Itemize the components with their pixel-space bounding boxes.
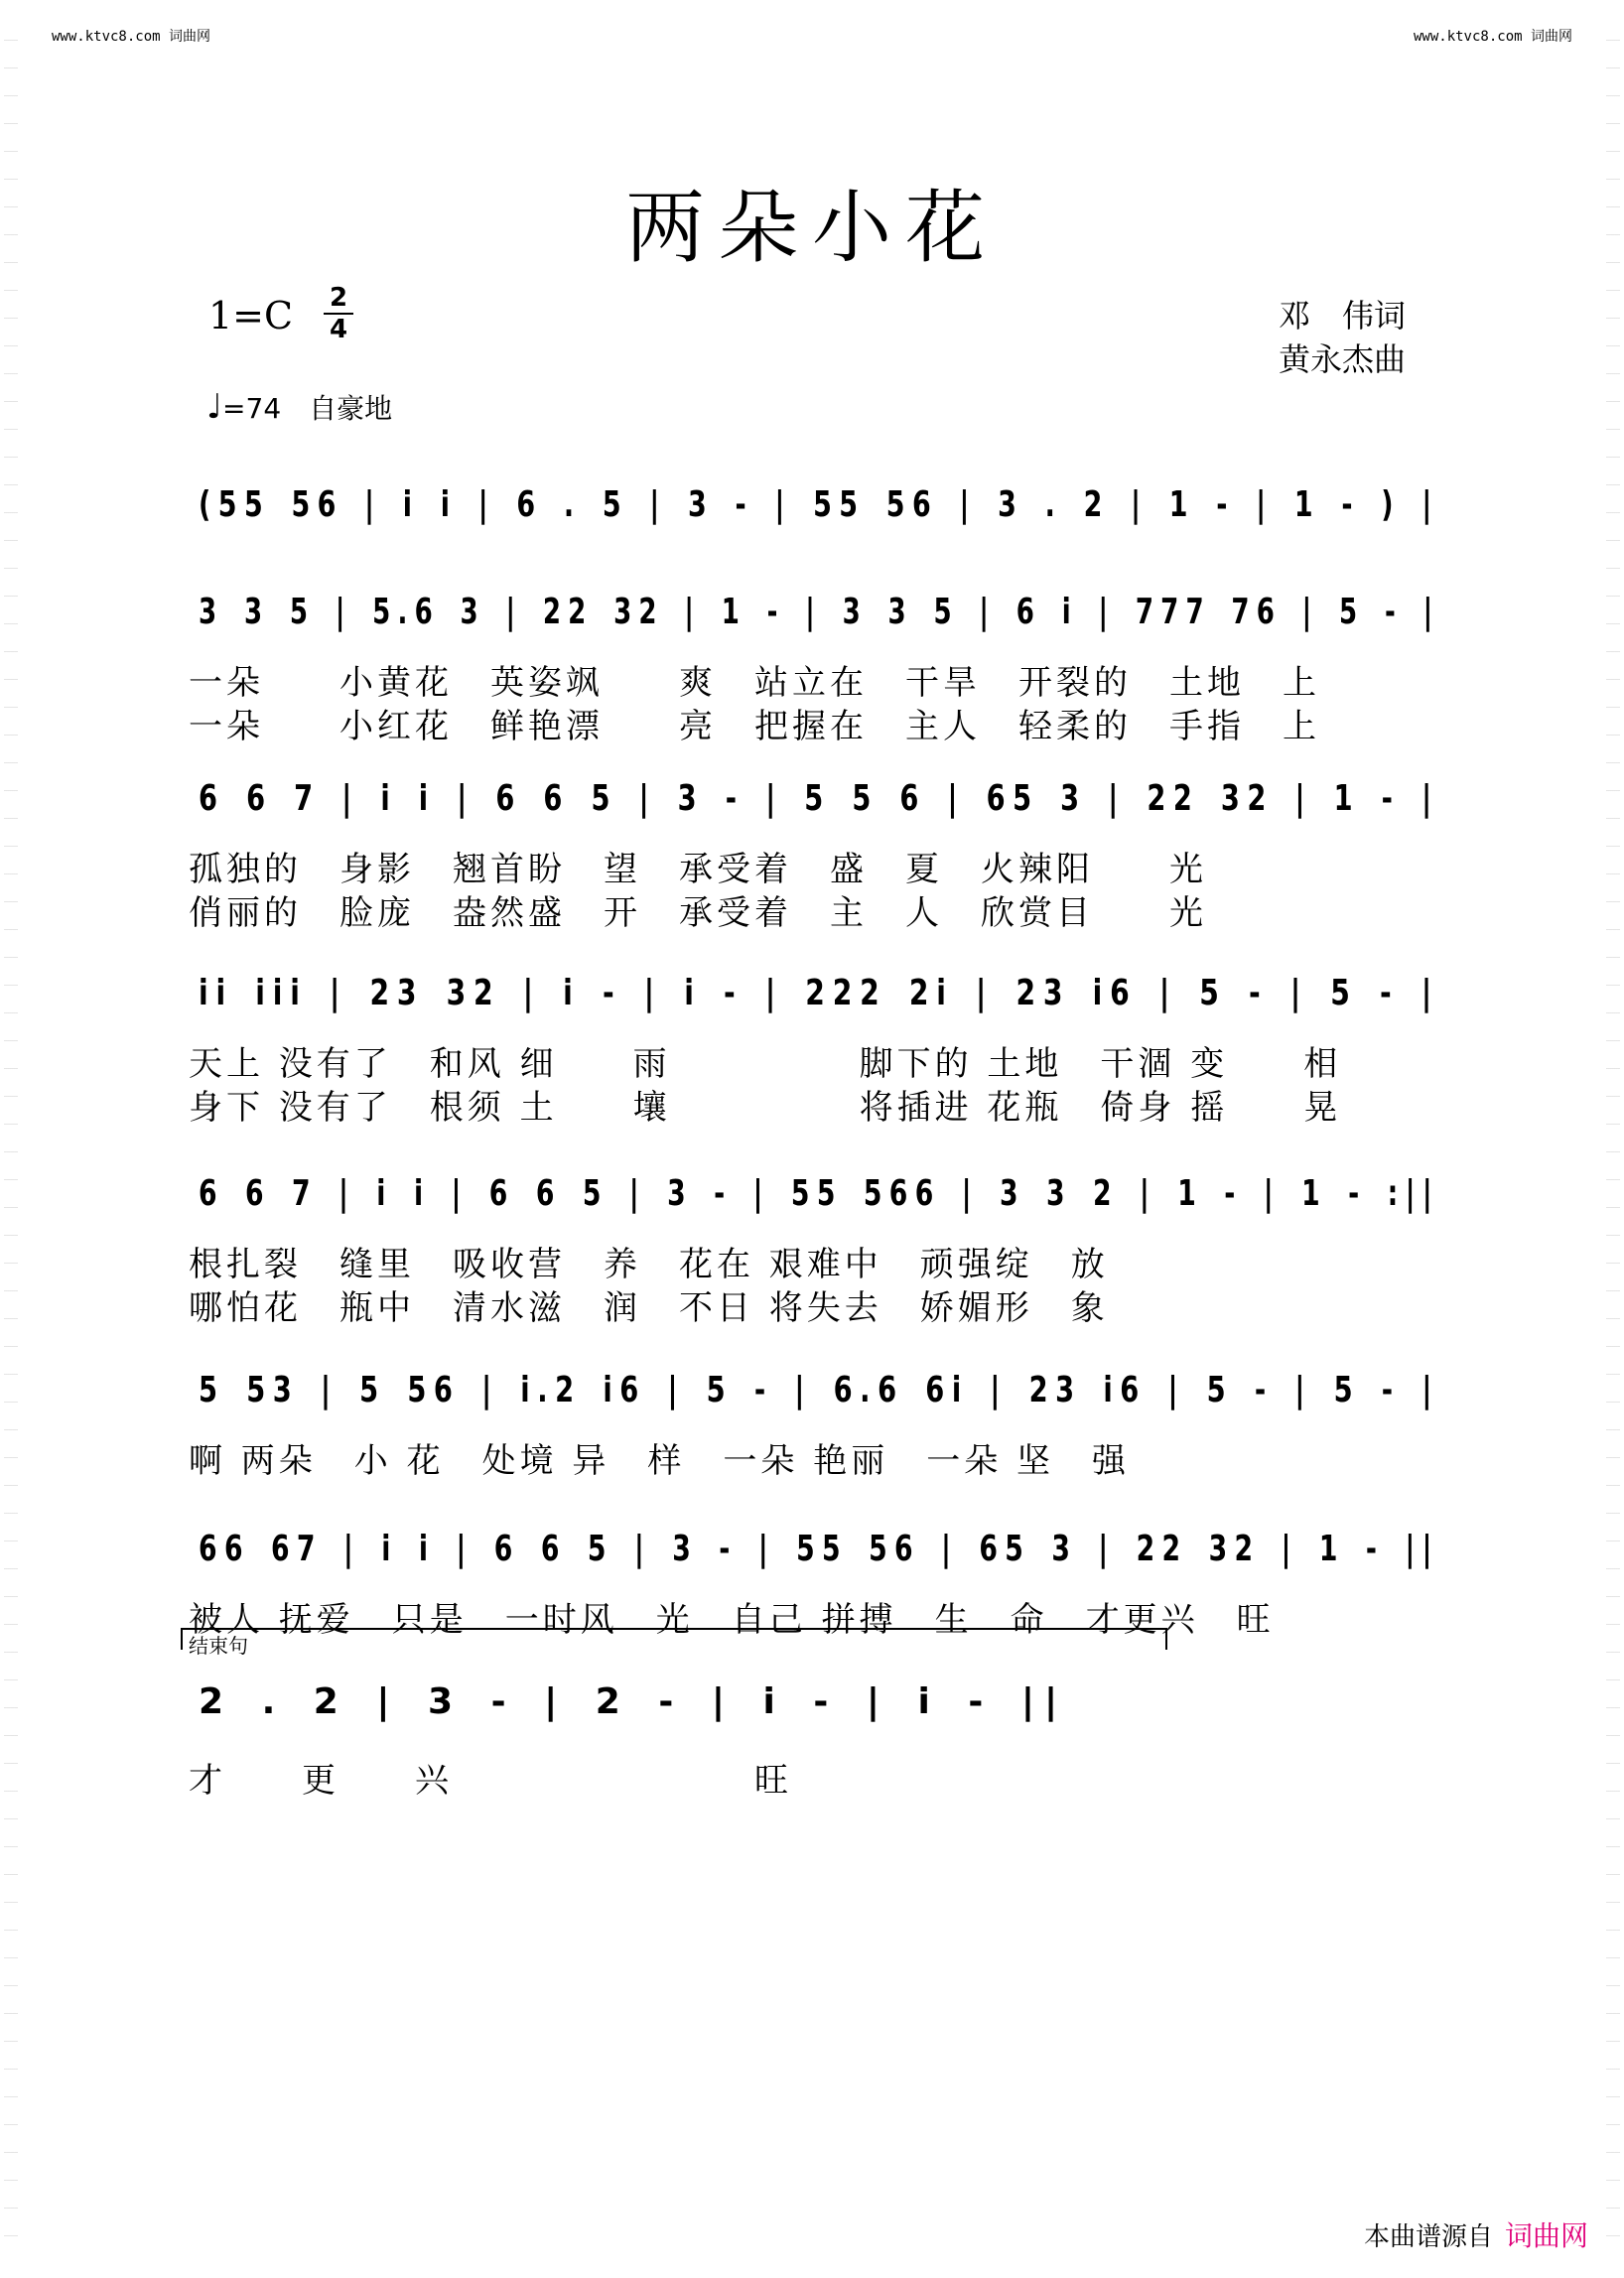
notation-text: 6 6 7 | i i | 6 6 5 | 3 - | 5 5 6 | 65 3 | 22 32 | 1 - |: [199, 778, 1439, 819]
footer-brand: 词曲网: [1504, 2219, 1588, 2252]
lyric-line: 啊 两朵 小 花 处境 异 样 一朵 艳丽 一朵 坚 强: [189, 1441, 1131, 1481]
site-url-left: www.ktvc8.com 词曲网: [52, 29, 211, 45]
notation-text: 3 3 5 | 5.6 3 | 22 32 | 1 - | 3 3 5 | 6 i | 777 76 | 5 - |: [199, 592, 1440, 632]
footer: [1364, 2214, 1588, 2254]
tempo-marking: [206, 387, 392, 427]
lyric-line: 哪怕花 瓶中 清水滋 润 不日 将失去 娇媚形 象: [189, 1288, 1109, 1328]
notation-text: 6 6 7 | i i | 6 6 5 | 3 - | 55 566 | 3 3 2 | 1 - | 1 - :||: [199, 1173, 1439, 1214]
lyric-line: 一朵 小红花 鲜艳漂 亮 把握在 主人 轻柔的 手指 上: [189, 707, 1320, 746]
composer: 黄永杰曲: [1279, 340, 1407, 378]
notation-text: ii iii | 23 32 | i - | i - | 222 2i | 23 i6 | 5 - | 5 - |: [199, 973, 1439, 1013]
time-signature: [324, 284, 353, 343]
credits: [1279, 294, 1406, 381]
lyric-line: 一朵 小黄花 英姿飒 爽 站立在 干旱 开裂的 土地 上: [189, 663, 1320, 703]
side-watermark-right: [1606, 40, 1620, 2238]
lyric-line: 孤独的 身影 翘首盼 望 承受着 盛 夏 火辣阳 光: [189, 850, 1207, 889]
coda-bracket: [181, 1628, 1167, 1650]
quarter-note-icon: ♩: [206, 387, 223, 427]
notation-text: 2 . 2 | 3 - | 2 - | i - | i - ||: [199, 1681, 1068, 1722]
lyric-line: 才 更 兴 旺: [189, 1761, 792, 1801]
notation-text: 5 53 | 5 56 | i.2 i6 | 5 - | 6.6 6i | 23 i6 | 5 - | 5 - |: [199, 1370, 1439, 1410]
lyric-line: 被人 抚爱 只是 一时风 光 自己 拼搏 生 命 才更兴 旺: [189, 1600, 1275, 1640]
key-signature: 1=C: [208, 294, 294, 337]
lyric-line: 根扎裂 缝里 吸收营 养 花在 艰难中 顽强绽 放: [189, 1245, 1109, 1284]
mood-marking: 自豪地: [309, 392, 393, 425]
footer-source: 本曲谱源自: [1363, 2222, 1493, 2252]
site-url-right: www.ktvc8.com 词曲网: [1413, 29, 1572, 45]
notation-text: (55 56 | i i | 6 . 5 | 3 - | 55 56 | 3 . 2 | 1 - | 1 - ) |: [199, 484, 1439, 525]
lyric-line: 天上 没有了 和风 细 雨 脚下的 土地 干涸 变 相: [189, 1044, 1342, 1084]
time-signature-top: 2: [329, 283, 348, 313]
side-watermark-left: [4, 40, 18, 2238]
lyric-line: 身下 没有了 根须 土 壤 将插进 花瓶 倚身 摇 晃: [189, 1088, 1342, 1128]
song-title: 两朵小花: [625, 182, 999, 274]
lyric-line: 俏丽的 脸庞 盎然盛 开 承受着 主 人 欣赏目 光: [189, 893, 1207, 933]
time-signature-bottom: 4: [329, 315, 348, 344]
coda-label: 结束句: [189, 1634, 248, 1658]
tempo-value: =74: [222, 392, 282, 425]
lyricist: 邓 伟词: [1279, 297, 1407, 335]
notation-row: [199, 484, 1449, 584]
notation-text: 66 67 | i i | 6 6 5 | 3 - | 55 56 | 65 3 | 22 32 | 1 - ||: [199, 1529, 1439, 1569]
